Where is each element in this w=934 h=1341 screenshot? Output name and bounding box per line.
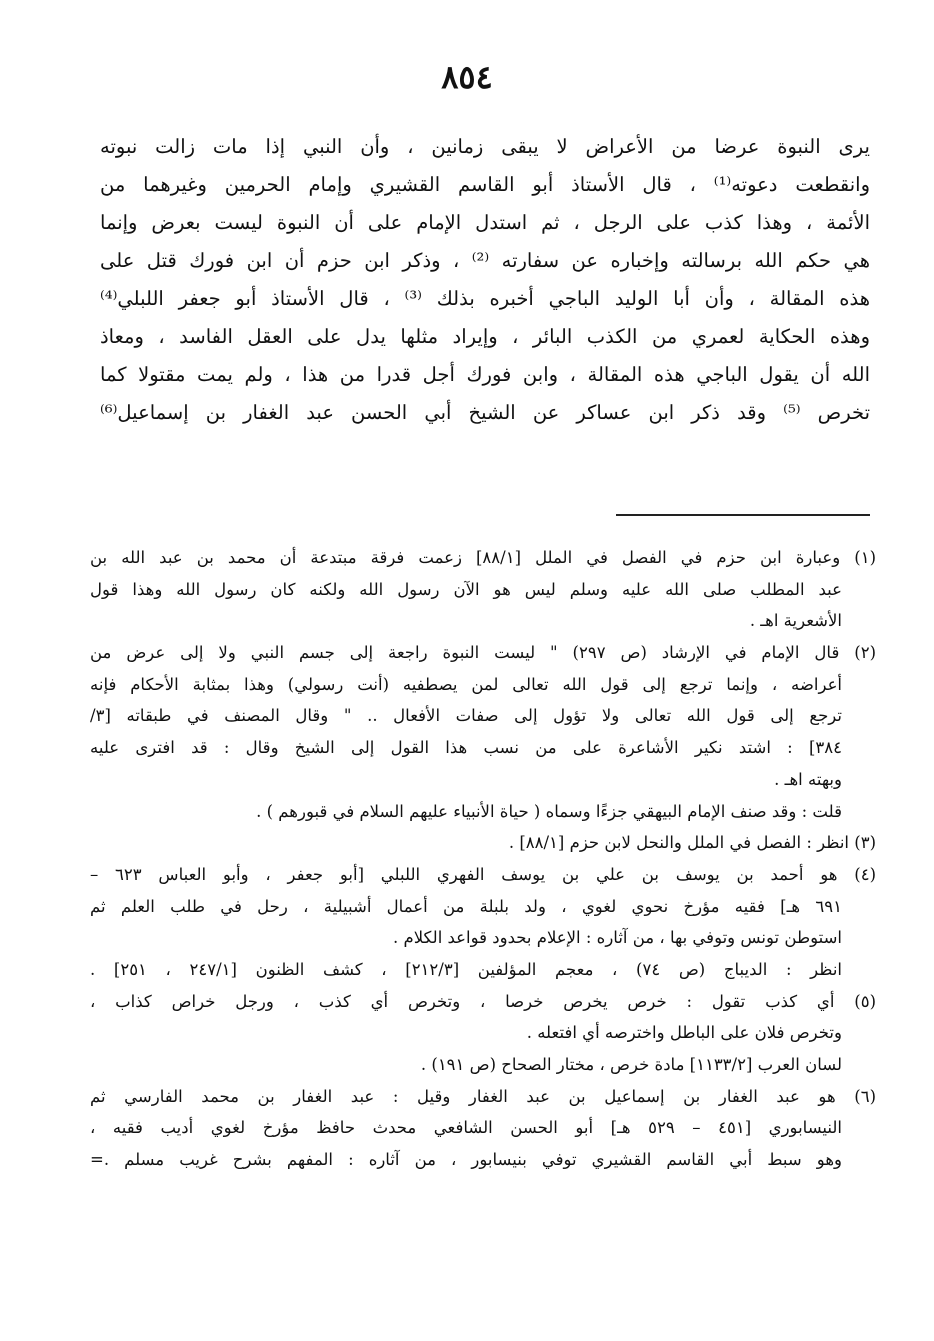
- footnote-line: ٣٨٤] : اشتد نكير الأشاعرة على من نسب هذا القول إلى الشيخ وقال : قد افترى عليه: [90, 738, 842, 758]
- footnote-line: لسان العرب [١١٣٣/٢] مادة خرص ، مختار الصحاح (ص ١٩١) .: [420, 1055, 842, 1074]
- footnote-3: [90, 827, 876, 859]
- body-line: الله أن يقول الباجي هذه المقالة ، وابن فورك أجل قدرا من هذا ، ولم يمت مقتولا كما: [100, 363, 870, 386]
- footnote-line: (٤) هو أحمد بن يوسف بن علي بن يوسف الفهري اللبلي [أبو جعفر ، وأبو العباس ٦٢٣ –: [90, 864, 877, 884]
- footnote-line: (٦) هو عبد الغفار بن إسماعيل بن عبد الغفار وقيل : عبد الغفار بن محمد الفارسي ثم: [90, 1086, 876, 1106]
- body-line: تخرص ⁽⁵⁾ وقد ذكر ابن عساكر عن الشيخ أبي الحسن عبد الغفار بن إسماعيل⁽⁶⁾: [100, 401, 870, 424]
- body-line: الأئمة ، وهذا كذب على الرجل ، ثم استدل الإمام على أن النبوة ليست بعرض وإنما: [100, 211, 870, 234]
- footnote-divider: [616, 514, 870, 516]
- main-body-text: [100, 128, 870, 432]
- footnotes: [90, 542, 876, 1176]
- footnote-line: ترجع إلى قول الله تعالى ولا تؤول إلى صفات الأفعال .. " وقال المصنف في طبقاته [٣/: [90, 706, 842, 726]
- footnote-line: وبهته اهـ .: [774, 769, 842, 789]
- footnote-line: انظر : الديباج (ص ٧٤) ، معجم المؤلفين [٢١٢/٣] ، كشف الظنون [٢٤٧/١ ، ٢٥١] .: [90, 959, 842, 979]
- footnote-line: وهو سبط أبي القاسم القشيري توفي بنيسابور ، من آثاره : المفهم بشرح غريب مسلم .=: [90, 1150, 842, 1170]
- footnote-line: عبد المطلب صلى الله عليه وسلم ليس هو الآن رسول الله ولكنه كان رسول الله وهذا قول: [90, 579, 842, 599]
- footnote-line: ٦٩١ هـ] فقيه مؤرخ نحوي لغوي ، ولد بلبلة من أعمال أشبيلية ، رحل في طلب العلم ثم: [90, 896, 842, 916]
- footnote-5: [90, 986, 876, 1081]
- footnote-line: (٢) قال الإمام في الإرشاد (ص ٢٩٧) " ليست النبوة راجعة إلى جسم النبي ولا إلى عرض من: [90, 643, 877, 663]
- page-number: ٨٥٤: [441, 58, 493, 96]
- footnote-4: [90, 859, 876, 986]
- body-line: هي حكم الله برسالته وإخباره عن سفارته ⁽²⁾ ، وذكر ابن حزم أن ابن فورك قتل على: [100, 249, 870, 272]
- footnote-line: الأشعرية اهـ .: [749, 611, 842, 631]
- footnote-line: قلت : وقد صنف الإمام البيهقي جزءًا وسماه ( حياة الأنبياء عليهم السلام في قبورهم ) .: [256, 801, 842, 821]
- footnote-line: (٣) انظر : الفصل في الملل والنحل لابن حزم [٨٨/١] .: [508, 833, 876, 853]
- footnote-line: وتخرص فلان على الباطل واخترصه أي افتعله .: [526, 1023, 842, 1043]
- footnote-line: استوطن تونس وتوفي بها ، من آثاره : الإعلام بحدود قواعد الكلام .: [393, 928, 842, 948]
- body-line: يرى النبوة عرضا من الأعراض لا يبقى زمانين ، وأن النبي إذا مات زالت نبوته: [100, 135, 870, 158]
- body-line: وهذه الحكاية لعمري من الكذب البائر ، وإيراد مثلها يدل على العقل الفاسد ، ومعاذ: [100, 325, 870, 348]
- footnote-line: (١) وعبارة ابن حزم في الفصل في الملل [٨٨/١] زعمت فرقة مبتدعة أن محمد بن عبد الله بن: [90, 548, 876, 567]
- body-line: وانقطعت دعوته⁽¹⁾ ، قال الأستاذ أبو القاسم القشيري وإمام الحرمين وغيرهما من: [100, 173, 870, 196]
- footnote-2: [90, 637, 876, 827]
- footnote-line: (٥) أي كذب تقول : خرص يخرص خرصا ، وتخرص أي كذب ، ورجل خراص كذاب ،: [90, 991, 876, 1011]
- footnote-1: [90, 542, 876, 637]
- body-line: هذه المقالة ، وأن أبا الوليد الباجي أخبره بذلك ⁽³⁾ ، قال الأستاذ أبو جعفر اللبلي⁽⁴⁾: [100, 287, 870, 310]
- footnote-6: [90, 1081, 876, 1176]
- footnote-line: النيسابوري [٤٥١ – ٥٢٩ هـ] أبو الحسن الشافعي محدث حافظ مؤرخ لغوي أديب فقيه ،: [90, 1118, 842, 1138]
- footnote-line: أعراضه ، وإنما ترجع إلى قول الله تعالى لمن يصطفيه (أنت رسولي) وهذا بمثابة الأحكام فإنه: [90, 674, 842, 694]
